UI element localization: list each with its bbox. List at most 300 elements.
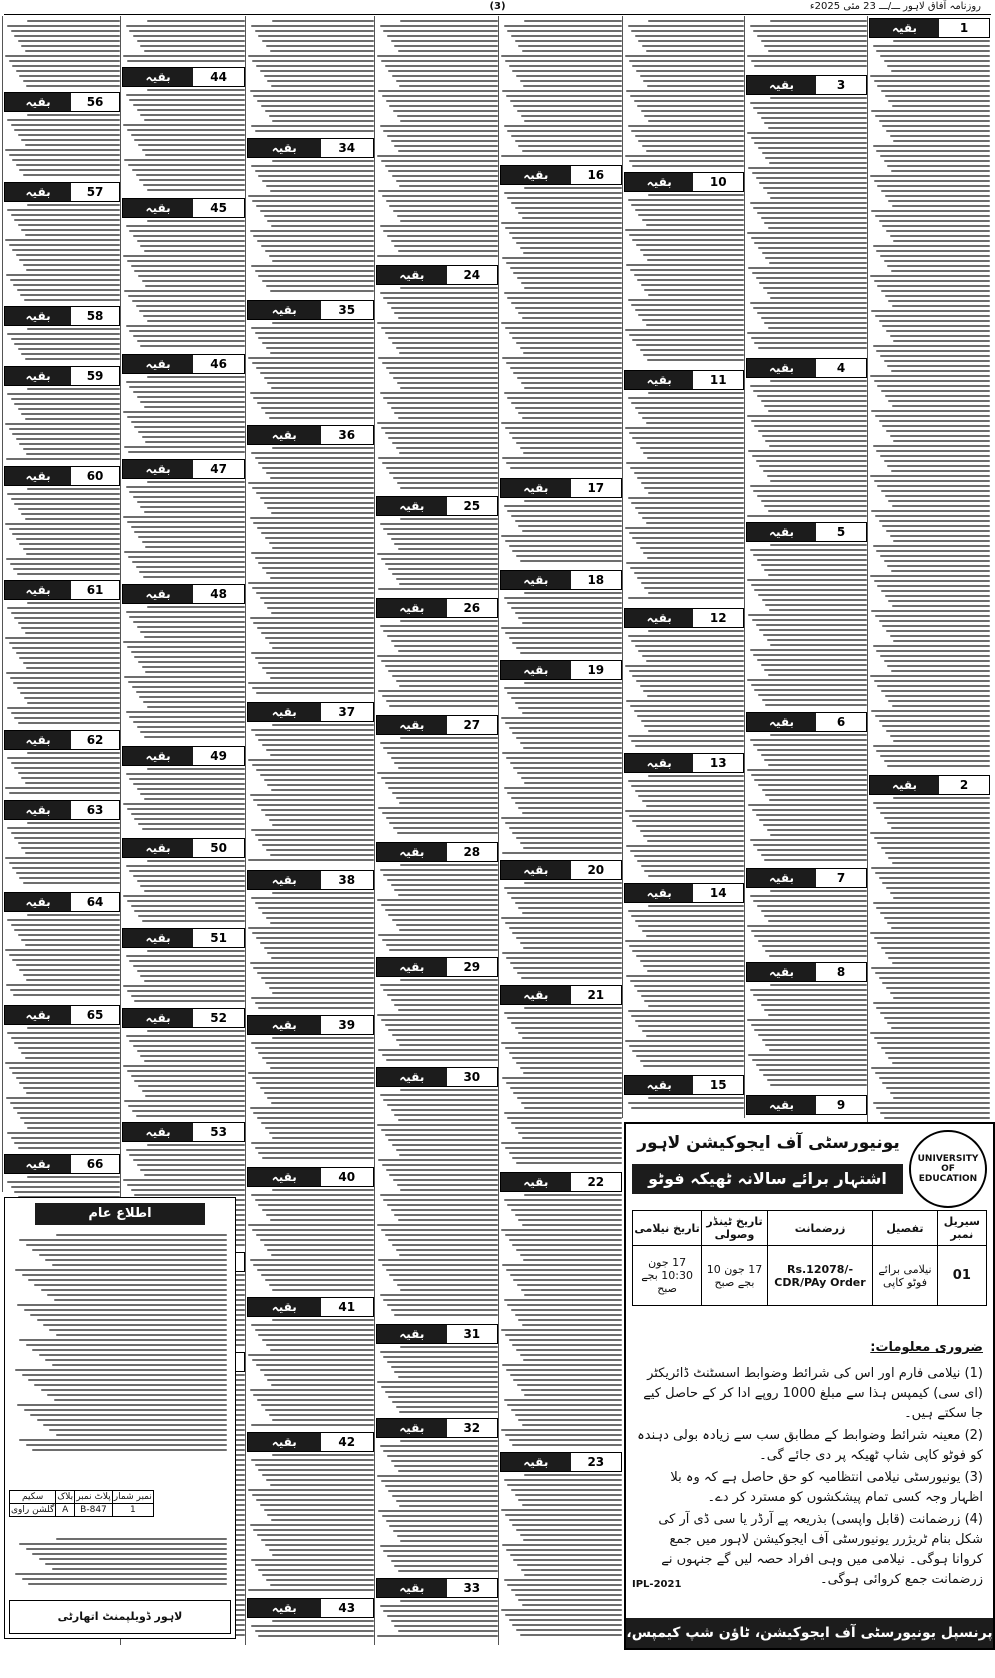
continuation-label: بقیہ	[123, 355, 193, 373]
plot-table-cell: 847-B	[75, 1504, 113, 1517]
continuation-badge	[624, 608, 744, 628]
continuation-label: بقیہ	[377, 599, 447, 617]
continuation-label: بقیہ	[625, 1076, 693, 1094]
article-text	[376, 979, 498, 1065]
continuation-label: بقیہ	[5, 581, 71, 599]
article-text	[4, 752, 120, 798]
plot-table-header: نمبر شمار	[113, 1492, 152, 1502]
article-text	[122, 89, 245, 196]
article-text	[746, 97, 867, 356]
continuation-number: 12	[693, 609, 743, 627]
continuation-label: بقیہ	[248, 1298, 321, 1316]
continuation-label: بقیہ	[377, 1419, 447, 1437]
continuation-badge	[122, 1122, 245, 1142]
tender-header: تاریخ ٹینڈر وصولی	[702, 1211, 768, 1246]
continuation-label: بقیہ	[123, 1009, 193, 1027]
continuation-badge	[4, 1154, 120, 1174]
public-notice	[4, 1197, 236, 1639]
continuation-number: 43	[321, 1599, 374, 1617]
continuation-label: بقیہ	[625, 754, 693, 772]
continuation-badge	[4, 730, 120, 750]
continuation-number: 37	[321, 703, 374, 721]
continuation-badge	[122, 928, 245, 948]
continuation-label: بقیہ	[123, 929, 193, 947]
continuation-number: 38	[321, 871, 374, 889]
continuation-label: بقیہ	[248, 1599, 321, 1617]
tender-header: تفصیل	[873, 1211, 937, 1246]
continuation-label: بقیہ	[377, 843, 447, 861]
continuation-number: 22	[571, 1173, 621, 1191]
article-text	[376, 1600, 498, 1643]
continuation-label: بقیہ	[248, 703, 321, 721]
column-rule	[498, 16, 499, 1645]
column-rule	[622, 16, 623, 1118]
article-text	[122, 1030, 245, 1120]
continuation-badge	[247, 1432, 374, 1452]
continuation-label: بقیہ	[5, 307, 71, 325]
plot-table-cell: 1	[112, 1504, 153, 1517]
continuation-badge	[624, 1075, 744, 1095]
continuation-number: 51	[193, 929, 244, 947]
continuation-number: 10	[693, 173, 743, 191]
continuation-label: بقیہ	[501, 479, 571, 497]
article-text	[4, 602, 120, 728]
continuation-label: بقیہ	[870, 776, 939, 794]
continuation-label: بقیہ	[5, 183, 71, 201]
continuation-number: 60	[71, 467, 119, 485]
article-text	[746, 890, 867, 960]
continuation-label: بقیہ	[501, 861, 571, 879]
tender-footer: پرنسپل یونیورسٹی آف ایجوکیشن، ٹاؤن شپ کیمپس، لاہور	[626, 1618, 993, 1648]
continuation-badge	[376, 496, 498, 516]
continuation-label: بقیہ	[5, 1155, 71, 1173]
article-text	[247, 1319, 374, 1430]
continuation-number: 18	[571, 571, 621, 589]
article-text	[500, 1194, 622, 1450]
continuation-number: 6	[816, 713, 866, 731]
continuation-number: 35	[321, 301, 374, 319]
article-text	[122, 20, 245, 65]
continuation-number: 39	[321, 1016, 374, 1034]
article-text	[624, 20, 744, 170]
tender-cell: 01	[937, 1246, 986, 1306]
article-text	[247, 724, 374, 868]
continuation-badge	[247, 138, 374, 158]
continuation-badge	[376, 1067, 498, 1087]
continuation-badge	[376, 1324, 498, 1344]
tender-table	[632, 1210, 987, 1306]
continuation-number: 2	[939, 776, 989, 794]
continuation-badge	[247, 702, 374, 722]
plot-table-header: پلاٹ نمبر	[76, 1492, 111, 1502]
continuation-badge	[500, 1172, 622, 1192]
continuation-badge	[624, 883, 744, 903]
continuation-badge	[746, 1095, 867, 1115]
continuation-label: بقیہ	[5, 367, 71, 385]
continuation-number: 5	[816, 523, 866, 541]
continuation-number: 62	[71, 731, 119, 749]
article-text	[247, 892, 374, 1013]
article-text	[624, 194, 744, 368]
continuation-label: بقیہ	[501, 1453, 571, 1471]
tender-cell: Rs.12078/- CDR/PAy Order	[767, 1246, 872, 1306]
continuation-badge	[4, 800, 120, 820]
continuation-badge	[376, 265, 498, 285]
article-text	[500, 187, 622, 476]
article-text	[500, 1474, 622, 1643]
article-text	[247, 20, 374, 136]
page-number: (3)	[489, 1, 506, 12]
continuation-badge	[4, 366, 120, 386]
continuation-badge	[122, 354, 245, 374]
continuation-badge	[122, 838, 245, 858]
continuation-label: بقیہ	[377, 1068, 447, 1086]
article-text	[4, 328, 120, 364]
continuation-label: بقیہ	[123, 68, 193, 86]
continuation-label: بقیہ	[747, 963, 816, 981]
continuation-badge	[122, 746, 245, 766]
public-notice-footnote	[13, 1538, 227, 1593]
continuation-label: بقیہ	[248, 871, 321, 889]
continuation-badge	[247, 1598, 374, 1618]
continuation-badge	[746, 712, 867, 732]
continuation-label: بقیہ	[377, 958, 447, 976]
continuation-badge	[4, 306, 120, 326]
continuation-badge	[500, 860, 622, 880]
continuation-badge	[4, 892, 120, 912]
continuation-badge	[122, 459, 245, 479]
continuation-number: 66	[71, 1155, 119, 1173]
continuation-number: 34	[321, 139, 374, 157]
continuation-badge	[500, 478, 622, 498]
university-name: یونیورسٹی آف ایجوکیشن لاہور	[637, 1133, 900, 1153]
continuation-badge	[500, 985, 622, 1005]
article-text	[247, 447, 374, 700]
continuation-label: بقیہ	[747, 359, 816, 377]
continuation-label: بقیہ	[501, 986, 571, 1004]
article-text	[122, 481, 245, 582]
ipl-code: IPL-2021	[632, 1579, 682, 1590]
continuation-label: بقیہ	[747, 76, 816, 94]
article-text	[376, 1440, 498, 1576]
continuation-number: 33	[447, 1579, 497, 1597]
continuation-badge	[376, 957, 498, 977]
continuation-number: 44	[193, 68, 244, 86]
continuation-badge	[247, 1167, 374, 1187]
plot-table-cell: A	[56, 1504, 75, 1517]
continuation-number: 41	[321, 1298, 374, 1316]
article-text	[624, 905, 744, 1073]
continuation-label: بقیہ	[248, 1433, 321, 1451]
continuation-badge	[122, 198, 245, 218]
continuation-label: بقیہ	[123, 585, 193, 603]
continuation-number: 50	[193, 839, 244, 857]
article-text	[746, 984, 867, 1093]
continuation-number: 23	[571, 1453, 621, 1471]
continuation-label: بقیہ	[747, 523, 816, 541]
continuation-badge	[746, 868, 867, 888]
info-label: ضروری معلومات:	[870, 1340, 983, 1355]
article-text	[624, 392, 744, 606]
continuation-badge	[247, 870, 374, 890]
continuation-number: 1	[939, 19, 989, 37]
plot-table-cell: گلشن راوی	[11, 1505, 55, 1515]
continuation-badge	[4, 1005, 120, 1025]
continuation-number: 8	[816, 963, 866, 981]
continuation-number: 59	[71, 367, 119, 385]
continuation-label: بقیہ	[377, 497, 447, 515]
continuation-label: بقیہ	[501, 1173, 571, 1191]
continuation-badge	[500, 660, 622, 680]
continuation-label: بقیہ	[248, 1168, 321, 1186]
continuation-number: 52	[193, 1009, 244, 1027]
continuation-number: 64	[71, 893, 119, 911]
continuation-badge	[746, 358, 867, 378]
article-text	[500, 882, 622, 983]
continuation-badge	[624, 753, 744, 773]
article-text	[376, 620, 498, 713]
article-text	[4, 114, 120, 180]
continuation-number: 24	[447, 266, 497, 284]
article-text	[4, 1027, 120, 1152]
article-text	[500, 592, 622, 658]
continuation-label: بقیہ	[377, 266, 447, 284]
continuation-badge	[376, 842, 498, 862]
continuation-badge	[376, 1578, 498, 1598]
continuation-number: 19	[571, 661, 621, 679]
plot-table-header: سکیم	[10, 1491, 56, 1504]
continuation-number: 47	[193, 460, 244, 478]
continuation-number: 29	[447, 958, 497, 976]
article-text	[247, 1454, 374, 1596]
continuation-label: بقیہ	[377, 1579, 447, 1597]
plot-table	[9, 1490, 154, 1517]
article-text	[247, 322, 374, 423]
continuation-badge	[4, 466, 120, 486]
continuation-number: 32	[447, 1419, 497, 1437]
public-notice-title: اطلاع عام	[35, 1203, 205, 1225]
article-text	[247, 1189, 374, 1295]
continuation-number: 49	[193, 747, 244, 765]
tender-title: اشتہار برائے سالانہ ٹھیکہ فوٹو کاپی شاپ 2025-26	[632, 1164, 903, 1194]
column-rule	[744, 16, 745, 1118]
continuation-number: 57	[71, 183, 119, 201]
university-seal: UNIVERSITY OF EDUCATION	[909, 1130, 987, 1208]
article-text	[746, 734, 867, 866]
article-text	[4, 388, 120, 464]
continuation-number: 3	[816, 76, 866, 94]
continuation-label: بقیہ	[625, 884, 693, 902]
tender-cell: نیلامی برائے فوٹو کاپی	[873, 1246, 937, 1306]
continuation-number: 45	[193, 199, 244, 217]
continuation-label: بقیہ	[123, 839, 193, 857]
continuation-number: 25	[447, 497, 497, 515]
continuation-badge	[122, 1008, 245, 1028]
continuation-label: بقیہ	[377, 716, 447, 734]
continuation-badge	[376, 715, 498, 735]
article-text	[376, 1089, 498, 1322]
lda-logo-banner: لاہور ڈویلپمنٹ اتھارٹی	[9, 1600, 231, 1634]
column-rule	[374, 16, 375, 1645]
publication-line: روزنامہ آفاق لاہور ـــ/ـــ 23 مئی 2025ء	[809, 1, 981, 12]
masthead	[4, 0, 991, 15]
continuation-badge	[869, 775, 990, 795]
article-text	[376, 737, 498, 840]
article-text	[500, 682, 622, 858]
continuation-badge	[376, 1418, 498, 1438]
article-text	[376, 20, 498, 263]
article-text	[500, 1007, 622, 1170]
article-text	[247, 1037, 374, 1165]
continuation-number: 16	[571, 166, 621, 184]
article-text	[376, 287, 498, 494]
article-text	[746, 380, 867, 520]
article-text	[746, 20, 867, 73]
continuation-number: 15	[693, 1076, 743, 1094]
continuation-badge	[4, 182, 120, 202]
column-rule	[2, 16, 3, 1192]
continuation-badge	[746, 75, 867, 95]
continuation-label: بقیہ	[625, 173, 693, 191]
continuation-number: 36	[321, 426, 374, 444]
article-text	[624, 1097, 744, 1116]
continuation-label: بقیہ	[5, 801, 71, 819]
continuation-number: 40	[321, 1168, 374, 1186]
tender-cell: 17 جون 10:30 بجے صبح	[633, 1246, 702, 1306]
article-text	[122, 860, 245, 926]
tender-condition: (1) نیلامی فارم اور اس کی شرائط وضوابط اسسٹنٹ ڈائریکٹر (ای سی) کیمپس ہذا سے مبلغ 1000 روپے ادا کر کے حاصل کیے جا سکتے ہیں۔	[643, 1366, 983, 1421]
continuation-number: 7	[816, 869, 866, 887]
plot-table-header: بلاک	[57, 1492, 74, 1502]
continuation-number: 4	[816, 359, 866, 377]
continuation-badge	[746, 522, 867, 542]
article-text	[247, 160, 374, 298]
continuation-badge	[247, 1015, 374, 1035]
article-text	[4, 488, 120, 578]
column-rule	[245, 16, 246, 1645]
continuation-badge	[376, 598, 498, 618]
continuation-number: 63	[71, 801, 119, 819]
continuation-badge	[4, 580, 120, 600]
continuation-number: 61	[71, 581, 119, 599]
continuation-badge	[624, 370, 744, 390]
continuation-label: بقیہ	[747, 869, 816, 887]
continuation-badge	[122, 67, 245, 87]
continuation-badge	[247, 300, 374, 320]
continuation-badge	[624, 172, 744, 192]
continuation-number: 17	[571, 479, 621, 497]
continuation-label: بقیہ	[248, 426, 321, 444]
continuation-badge	[746, 962, 867, 982]
continuation-number: 56	[71, 93, 119, 111]
public-notice-text	[13, 1234, 227, 1484]
continuation-label: بقیہ	[248, 139, 321, 157]
continuation-label: بقیہ	[377, 1325, 447, 1343]
continuation-label: بقیہ	[501, 571, 571, 589]
continuation-number: 53	[193, 1123, 244, 1141]
article-text	[500, 20, 622, 163]
continuation-label: بقیہ	[5, 93, 71, 111]
continuation-label: بقیہ	[123, 460, 193, 478]
article-text	[4, 204, 120, 304]
tender-header: تاریخ نیلامی	[633, 1211, 702, 1246]
continuation-badge	[869, 18, 990, 38]
article-text	[247, 1620, 374, 1643]
continuation-number: 65	[71, 1006, 119, 1024]
article-text	[376, 864, 498, 955]
continuation-badge	[122, 584, 245, 604]
continuation-number: 30	[447, 1068, 497, 1086]
continuation-label: بقیہ	[747, 713, 816, 731]
continuation-badge	[247, 425, 374, 445]
continuation-label: بقیہ	[5, 893, 71, 911]
article-text	[122, 950, 245, 1006]
continuation-badge	[247, 1297, 374, 1317]
continuation-number: 20	[571, 861, 621, 879]
article-text	[500, 500, 622, 568]
article-text	[122, 768, 245, 836]
continuation-number: 9	[816, 1096, 866, 1114]
continuation-label: بقیہ	[248, 301, 321, 319]
continuation-label: بقیہ	[501, 166, 571, 184]
continuation-label: بقیہ	[625, 371, 693, 389]
article-text	[746, 544, 867, 710]
continuation-number: 28	[447, 843, 497, 861]
continuation-label: بقیہ	[5, 731, 71, 749]
continuation-number: 11	[693, 371, 743, 389]
continuation-number: 14	[693, 884, 743, 902]
article-text	[4, 822, 120, 890]
tender-header: زرضمانت	[767, 1211, 872, 1246]
article-text	[624, 630, 744, 751]
continuation-label: بقیہ	[248, 1016, 321, 1034]
article-text	[869, 40, 990, 773]
article-text	[122, 606, 245, 744]
continuation-label: بقیہ	[123, 747, 193, 765]
continuation-label: بقیہ	[747, 1096, 816, 1114]
article-text	[376, 518, 498, 596]
continuation-number: 27	[447, 716, 497, 734]
tender-advertisement	[624, 1122, 995, 1671]
article-text	[4, 914, 120, 1003]
continuation-badge	[4, 92, 120, 112]
article-text	[4, 20, 120, 90]
continuation-badge	[500, 570, 622, 590]
tender-condition: (3) یونیورسٹی نیلامی انتظامیہ کو حق حاصل ہے کہ وہ بلا اظہار وجہ کسی تمام پیشکشوں کو مسترد کر دے۔	[670, 1470, 983, 1505]
continuation-badge	[500, 1452, 622, 1472]
article-text	[122, 376, 245, 457]
continuation-number: 31	[447, 1325, 497, 1343]
continuation-label: بقیہ	[123, 1123, 193, 1141]
tender-cell: 17 جون 10 بجے صبح	[702, 1246, 768, 1306]
continuation-label: بقیہ	[5, 1006, 71, 1024]
continuation-number: 46	[193, 355, 244, 373]
article-text	[376, 1346, 498, 1416]
continuation-label: بقیہ	[123, 199, 193, 217]
continuation-label: بقیہ	[625, 609, 693, 627]
continuation-number: 13	[693, 754, 743, 772]
continuation-label: بقیہ	[501, 661, 571, 679]
continuation-number: 26	[447, 599, 497, 617]
continuation-number: 58	[71, 307, 119, 325]
continuation-number: 42	[321, 1433, 374, 1451]
continuation-badge	[500, 165, 622, 185]
tender-condition: (2) معینہ شرائط وضوابط کے مطابق سب سے زیادہ بولی دہندہ کو فوٹو کاپی شاپ ٹھیکہ پر دی جائے گی۔	[637, 1428, 983, 1463]
continuation-label: بقیہ	[870, 19, 939, 37]
article-text	[624, 775, 744, 881]
continuation-number: 21	[571, 986, 621, 1004]
tender-condition: (4) زرضمانت (قابل واپسی) بذریعہ پے آرڈر یا سی ڈی آر کی شکل بنام ٹریژرر یونیورسٹی آف ایجوکیشن لاہور میں جمع کروانا ہوگی۔ نیلامی میں وہی افراد حصہ لیں گے جنہوں نے زرضمانت جمع کروائی ہوگی۔	[658, 1512, 983, 1587]
